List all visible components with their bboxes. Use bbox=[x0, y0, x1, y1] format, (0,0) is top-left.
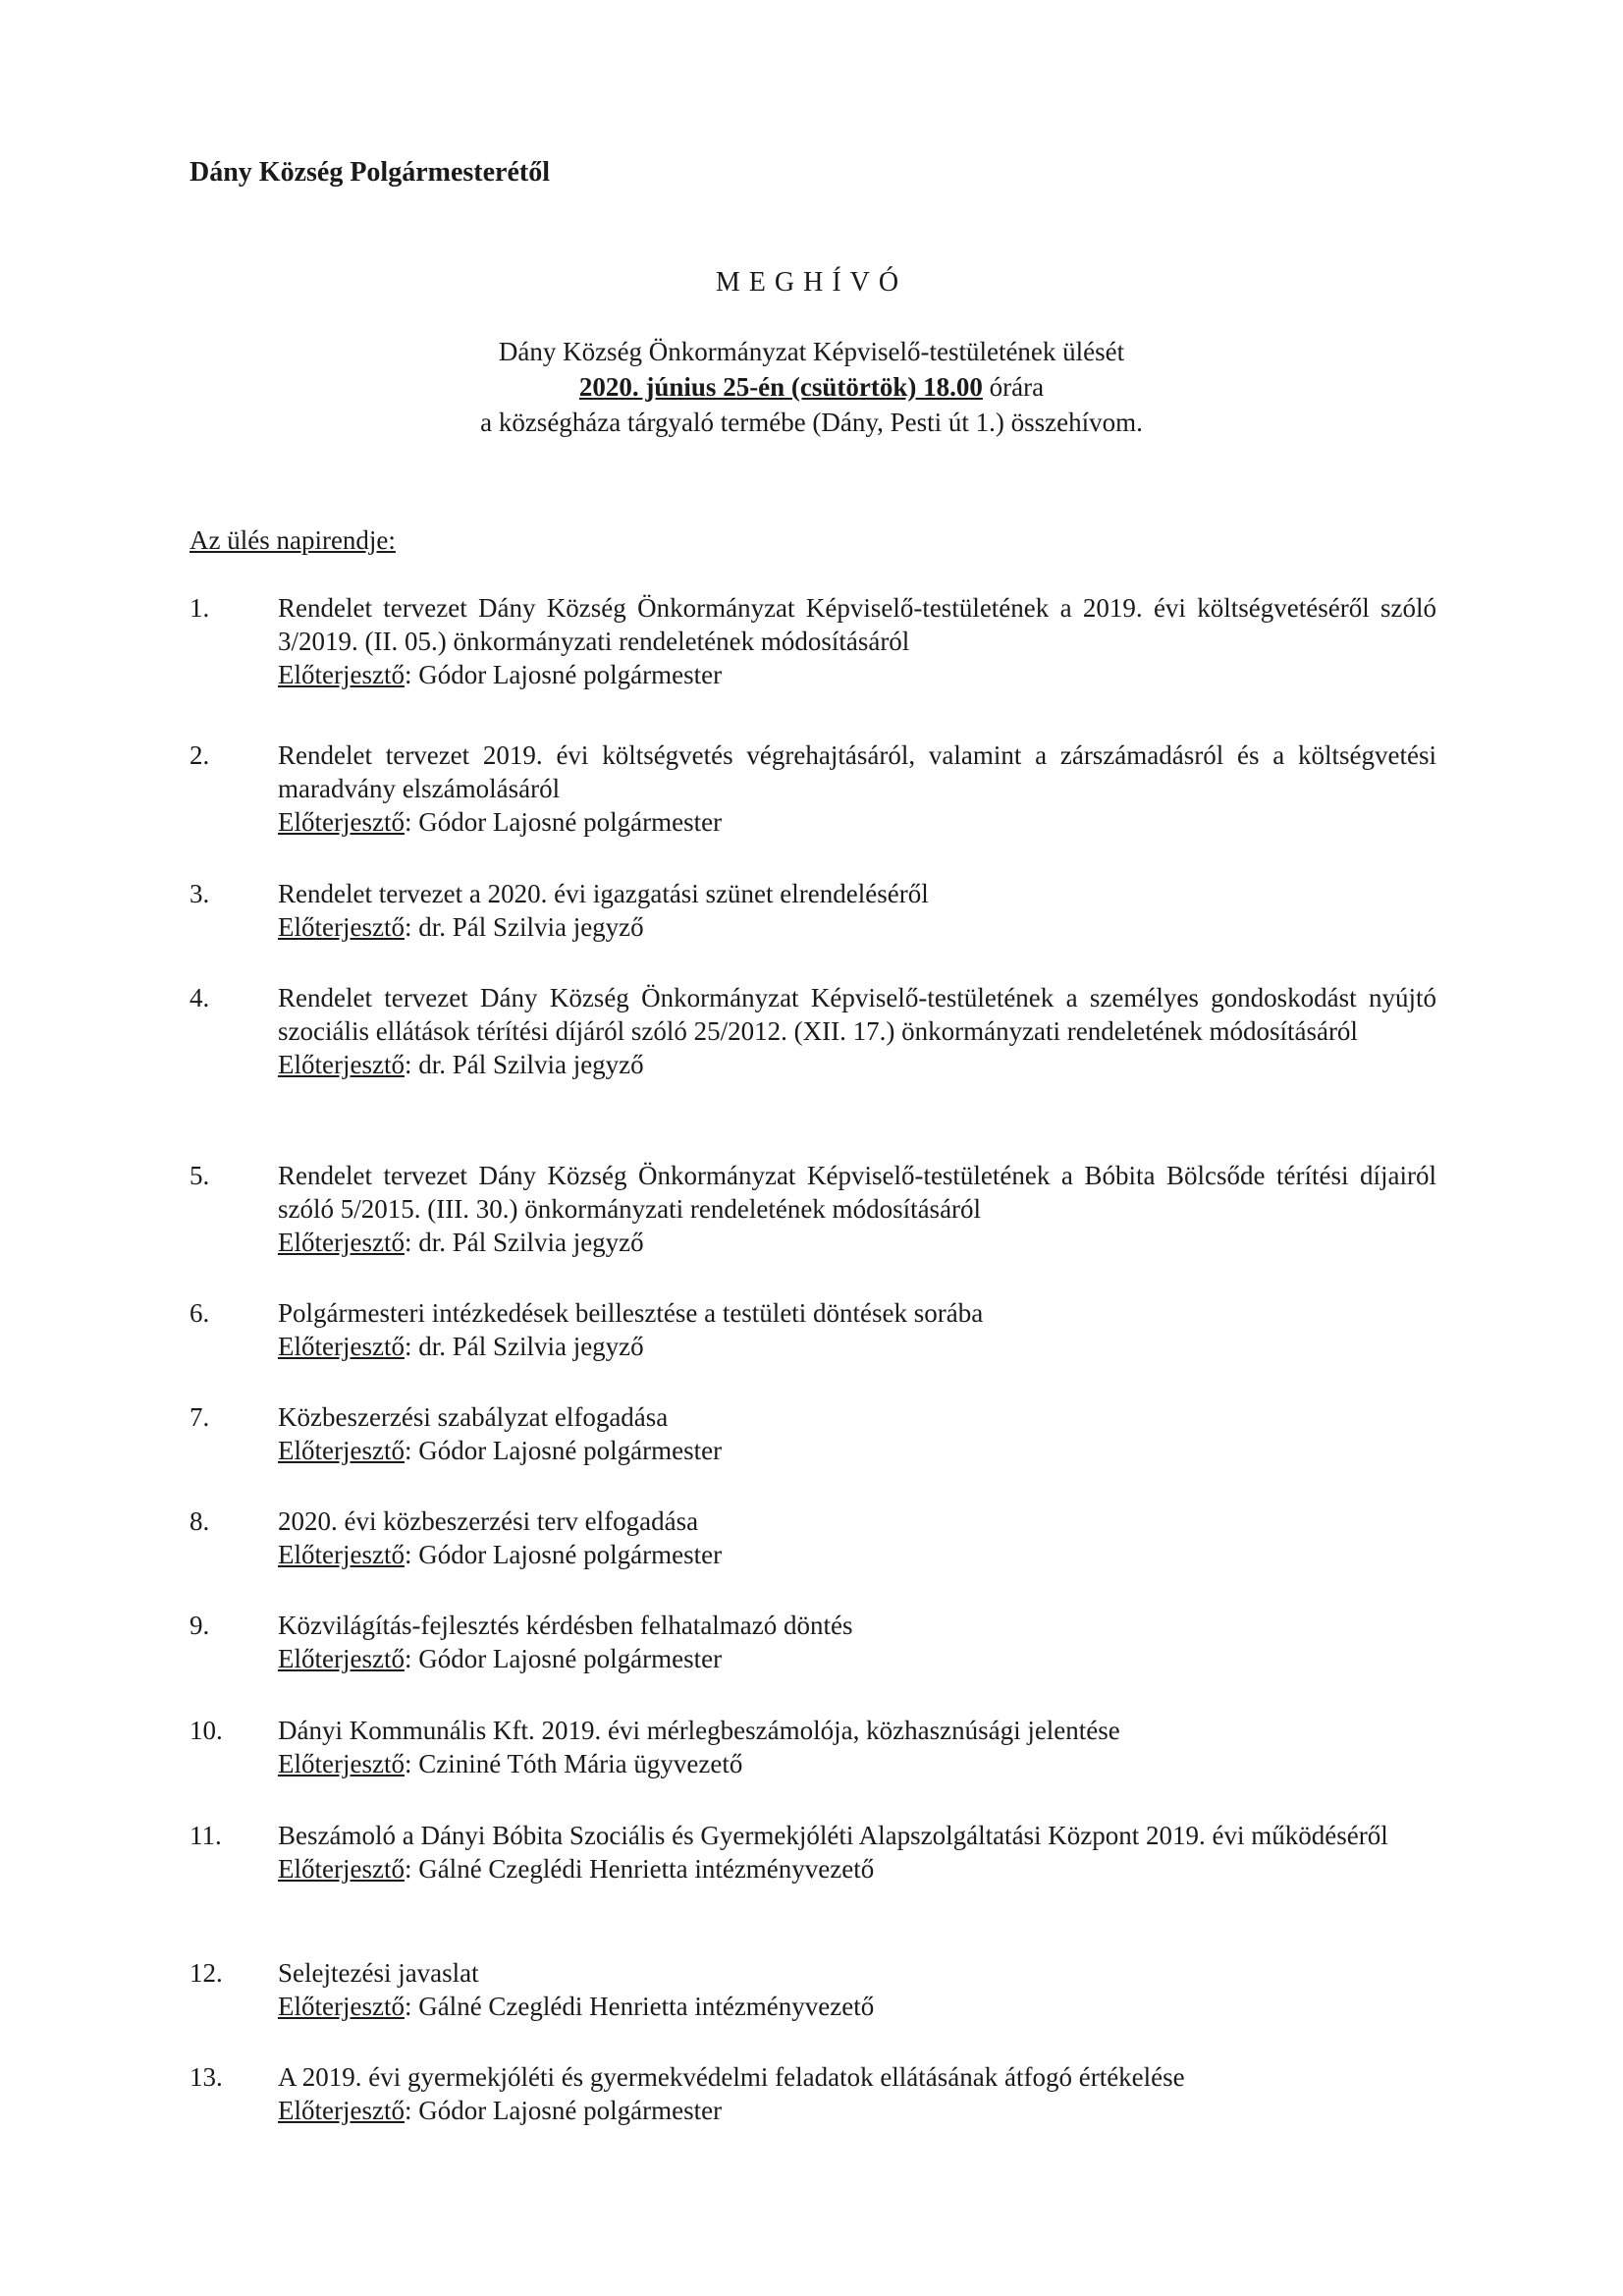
agenda-item-presenter bbox=[278, 1048, 1436, 1081]
presenter-name: : Gálné Czeglédi Henrietta intézményvezető bbox=[404, 1992, 875, 2021]
presenter-label: Előterjesztő bbox=[278, 1050, 405, 1079]
agenda-item-number: 4. bbox=[189, 983, 210, 1012]
agenda-item-2 bbox=[189, 738, 1436, 839]
presenter-label: Előterjesztő bbox=[278, 1436, 405, 1465]
sender-heading: Dány Község Polgármesterétől bbox=[189, 157, 550, 188]
presenter-name: : dr. Pál Szilvia jegyző bbox=[404, 912, 644, 942]
agenda-item-13 bbox=[189, 2060, 1436, 2127]
agenda-item-presenter bbox=[278, 2094, 1436, 2127]
intro-line-1: Dány Község Önkormányzat Képviselő-testületének ülését bbox=[498, 337, 1125, 366]
agenda-item-description: Rendelet tervezet Dány Község Önkormányzat Képviselő-testületének a 2019. évi költségvetéséről szóló 3/2019. (II. 05.) önkormányzati rendeletének módosításáról bbox=[278, 593, 1436, 656]
agenda-item-3 bbox=[189, 877, 1436, 944]
agenda-item-presenter bbox=[278, 1747, 1436, 1780]
agenda-item-description: Rendelet tervezet Dány Község Önkormányzat Képviselő-testületének a személyes gondoskodást nyújtó szociális ellátások térítési díjáról szóló 25/2012. (XII. 17.) önkormányzati rendeletének módosításáról bbox=[278, 983, 1436, 1046]
presenter-label: Előterjesztő bbox=[278, 2096, 405, 2125]
presenter-name: : Gálné Czeglédi Henrietta intézményvezető bbox=[404, 1854, 875, 1884]
agenda-item-presenter bbox=[278, 658, 1436, 691]
agenda-heading-text: Az ülés napirendje bbox=[189, 525, 389, 555]
agenda-item-presenter bbox=[278, 805, 1436, 839]
agenda-item-1 bbox=[189, 591, 1436, 691]
agenda-heading bbox=[189, 525, 396, 556]
agenda-item-presenter bbox=[278, 910, 1436, 944]
agenda-item-8 bbox=[189, 1504, 1436, 1571]
presenter-label: Előterjesztő bbox=[278, 912, 405, 942]
agenda-item-presenter bbox=[278, 1990, 1436, 2023]
agenda-heading-colon: : bbox=[388, 525, 396, 555]
agenda-item-number: 9. bbox=[189, 1611, 210, 1640]
agenda-item-description: Rendelet tervezet Dány Község Önkormányzat Képviselő-testületének a Bóbita Bölcsőde térítési díjairól szóló 5/2015. (III. 30.) önkormányzati rendeletének módosításáról bbox=[278, 1161, 1436, 1224]
agenda-item-5 bbox=[189, 1159, 1436, 1259]
presenter-label: Előterjesztő bbox=[278, 807, 405, 837]
agenda-item-presenter bbox=[278, 1226, 1436, 1259]
agenda-item-description: Dányi Kommunális Kft. 2019. évi mérlegbeszámolója, közhasznúsági jelentése bbox=[278, 1716, 1120, 1745]
agenda-item-6 bbox=[189, 1296, 1436, 1363]
agenda-item-number: 5. bbox=[189, 1161, 210, 1190]
agenda-item-12 bbox=[189, 1956, 1436, 2023]
agenda-item-description: Beszámoló a Dányi Bóbita Szociális és Gyermekjóléti Alapszolgáltatási Központ 2019. évi működéséről bbox=[278, 1821, 1388, 1850]
agenda-item-description: Rendelet tervezet 2019. évi költségvetés végrehajtásáról, valamint a zárszámadásról és a költségvetési maradvány elszámolásáról bbox=[278, 740, 1436, 803]
meeting-date: 2020. június 25-én (csütörtök) 18.00 bbox=[578, 372, 983, 402]
agenda-item-number: 8. bbox=[189, 1506, 210, 1536]
intro-line-2 bbox=[0, 369, 1623, 405]
agenda-item-description: Közvilágítás-fejlesztés kérdésben felhatalmazó döntés bbox=[278, 1611, 853, 1640]
agenda-item-number: 3. bbox=[189, 879, 210, 908]
presenter-label: Előterjesztő bbox=[278, 1540, 405, 1569]
intro-line-3: a községháza tárgyaló termébe (Dány, Pesti út 1.) összehívom. bbox=[480, 408, 1143, 437]
agenda-item-description: Közbeszerzési szabályzat elfogadása bbox=[278, 1402, 669, 1432]
presenter-label: Előterjesztő bbox=[278, 1644, 405, 1673]
document-title: MEGHÍVÓ bbox=[715, 267, 908, 298]
agenda-item-number: 13. bbox=[189, 2062, 223, 2092]
agenda-item-description: Rendelet tervezet a 2020. évi igazgatási szünet elrendeléséről bbox=[278, 879, 929, 908]
agenda-item-number: 6. bbox=[189, 1298, 210, 1328]
agenda-item-number: 11. bbox=[189, 1821, 222, 1850]
agenda-item-number: 7. bbox=[189, 1402, 210, 1432]
agenda-item-10 bbox=[189, 1714, 1436, 1780]
agenda-item-number: 10. bbox=[189, 1716, 223, 1745]
presenter-name: : Czininé Tóth Mária ügyvezető bbox=[404, 1749, 743, 1778]
agenda-item-description: A 2019. évi gyermekjóléti és gyermekvédelmi feladatok ellátásának átfogó értékelése bbox=[278, 2062, 1185, 2092]
agenda-item-4 bbox=[189, 981, 1436, 1081]
agenda-item-11 bbox=[189, 1819, 1436, 1886]
presenter-label: Előterjesztő bbox=[278, 1854, 405, 1884]
presenter-name: : dr. Pál Szilvia jegyző bbox=[404, 1228, 644, 1257]
agenda-item-presenter bbox=[278, 1434, 1436, 1467]
agenda-item-presenter bbox=[278, 1330, 1436, 1363]
presenter-label: Előterjesztő bbox=[278, 1992, 405, 2021]
presenter-label: Előterjesztő bbox=[278, 1749, 405, 1778]
presenter-name: : Gódor Lajosné polgármester bbox=[404, 2096, 723, 2125]
presenter-name: : dr. Pál Szilvia jegyző bbox=[404, 1332, 644, 1361]
agenda-item-description: Polgármesteri intézkedések beillesztése a testületi döntések sorába bbox=[278, 1298, 984, 1328]
agenda-item-description: 2020. évi közbeszerzési terv elfogadása bbox=[278, 1506, 699, 1536]
agenda-item-number: 2. bbox=[189, 740, 210, 770]
meeting-date-suffix: órára bbox=[982, 372, 1045, 402]
agenda-item-number: 1. bbox=[189, 593, 210, 623]
presenter-name: : dr. Pál Szilvia jegyző bbox=[404, 1050, 644, 1079]
presenter-label: Előterjesztő bbox=[278, 660, 405, 689]
agenda-item-description: Selejtezési javaslat bbox=[278, 1958, 479, 1988]
invitation-intro bbox=[0, 334, 1623, 440]
presenter-label: Előterjesztő bbox=[278, 1332, 405, 1361]
presenter-name: : Gódor Lajosné polgármester bbox=[404, 807, 723, 837]
agenda-item-9 bbox=[189, 1609, 1436, 1675]
agenda-item-presenter bbox=[278, 1642, 1436, 1675]
agenda-item-presenter bbox=[278, 1538, 1436, 1571]
presenter-name: : Gódor Lajosné polgármester bbox=[404, 1644, 723, 1673]
presenter-name: : Gódor Lajosné polgármester bbox=[404, 1436, 723, 1465]
agenda-item-7 bbox=[189, 1400, 1436, 1467]
presenter-label: Előterjesztő bbox=[278, 1228, 405, 1257]
presenter-name: : Gódor Lajosné polgármester bbox=[404, 1540, 723, 1569]
agenda-item-presenter bbox=[278, 1852, 1436, 1886]
agenda-item-number: 12. bbox=[189, 1958, 223, 1988]
presenter-name: : Gódor Lajosné polgármester bbox=[404, 660, 723, 689]
